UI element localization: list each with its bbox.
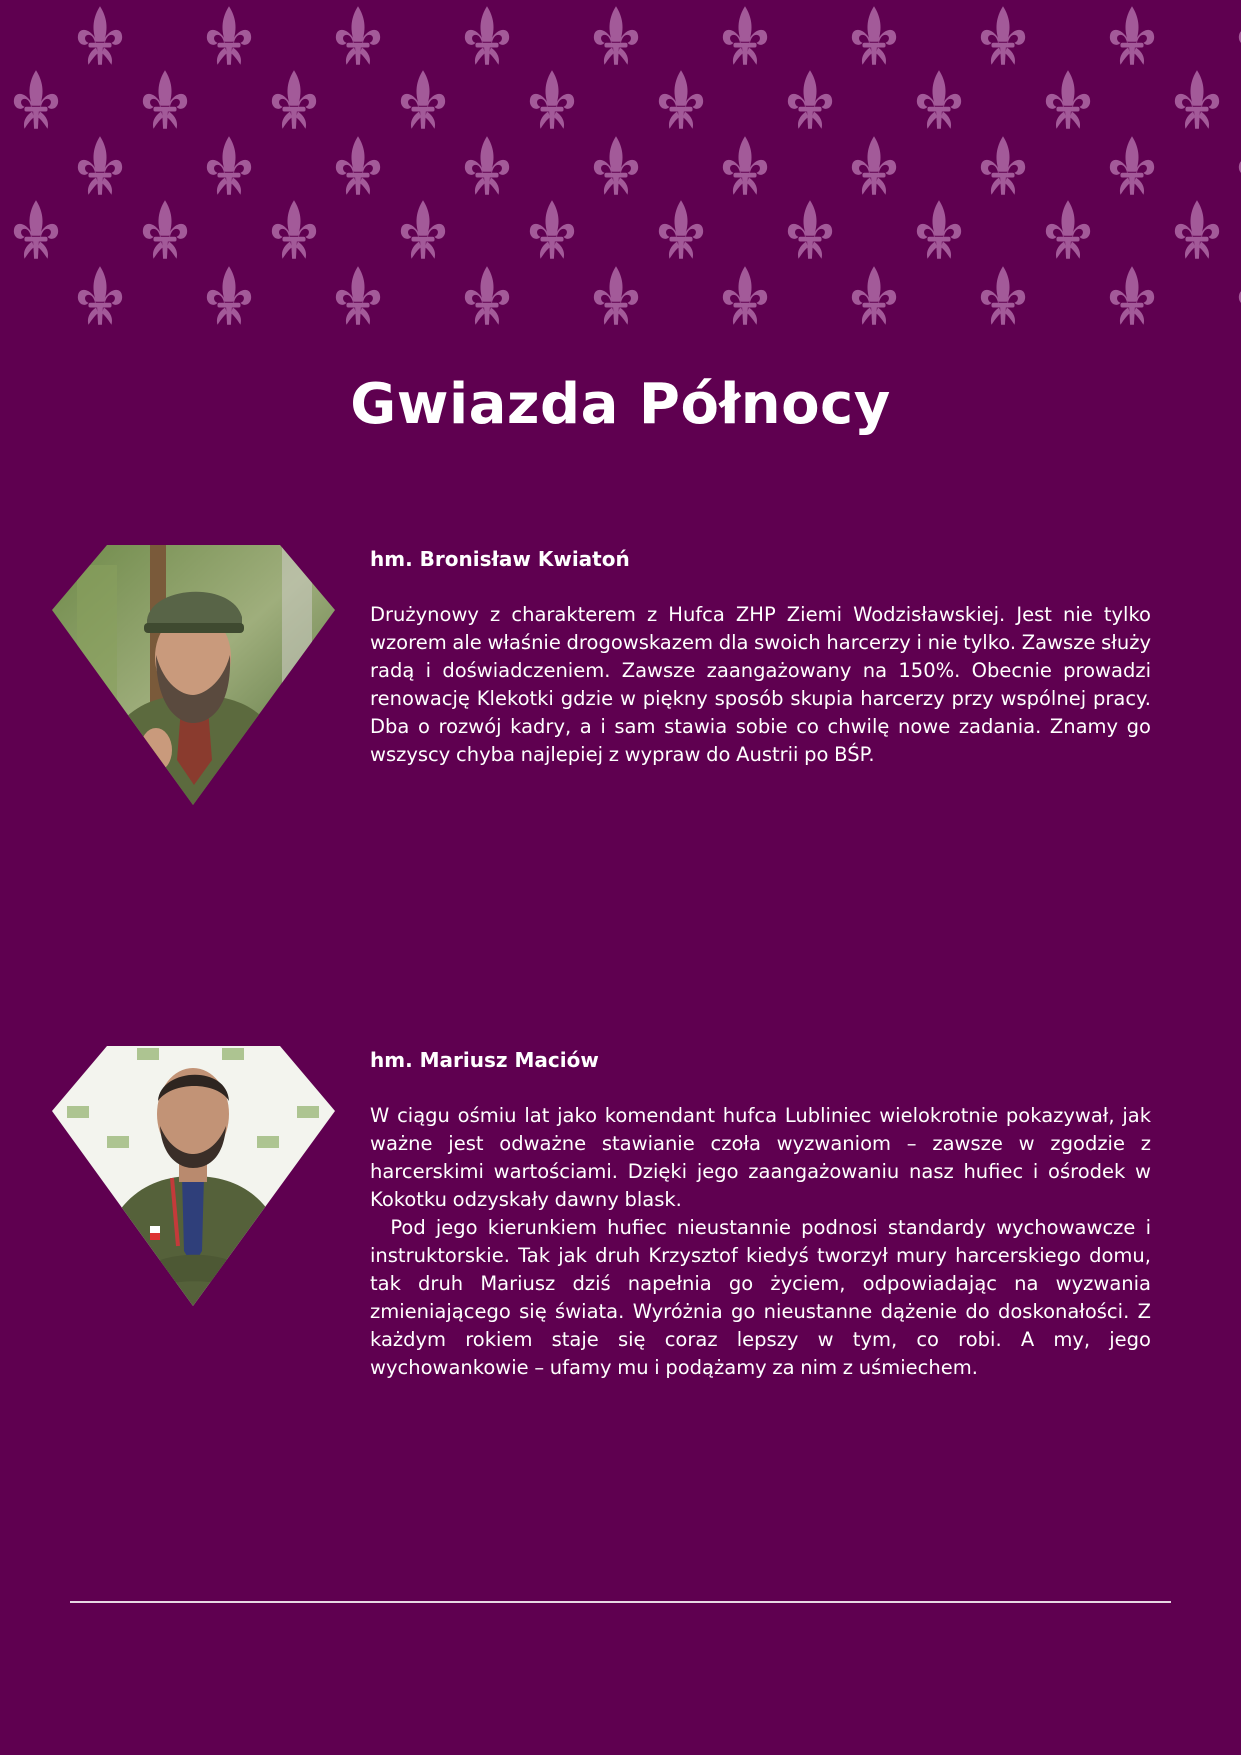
fleur-de-lis-icon: [143, 200, 187, 259]
fleur-de-lis-icon: [852, 136, 896, 195]
fleur-de-lis-icon: [594, 6, 638, 65]
fleur-de-lis-icon: [594, 136, 638, 195]
fleur-de-lis-icon: [401, 70, 445, 129]
bio-paragraph: Drużynowy z charakterem z Hufca ZHP Ziemi Wodzisławskiej. Jest nie tylko wzorem ale właśnie drogowskazem dla swoich harcerzy i nie tylko. Zawsze służy radą i doświadczeniem. Zawsze zaangażowany na 150%. Obecnie prowadzi renowację Klekotki gdzie w piękny sposób skupia harcerzy przy wspólnej pracy. Dba o rozwój kadry, a i sam stawia sobie co chwilę nowe zadania. Znamy go wszyscy chyba najlepiej z wypraw do Austrii po BŚP.: [370, 603, 1151, 766]
fleur-de-lis-icon: [1175, 70, 1219, 129]
person-name: hm. Bronisław Kwiatoń: [370, 547, 630, 571]
fleur-de-lis-icon: [336, 6, 380, 65]
fleur-de-lis-icon: [852, 6, 896, 65]
header-banner: [0, 0, 1241, 345]
fleur-de-lis-icon: [981, 136, 1025, 195]
fleur-de-lis-icon: [465, 136, 509, 195]
fleur-de-lis-icon: [723, 136, 767, 195]
fleur-de-lis-icon: [207, 136, 251, 195]
person-name: hm. Mariusz Maciów: [370, 1048, 599, 1072]
fleur-de-lis-icon: [336, 266, 380, 325]
fleur-de-lis-icon: [1110, 266, 1154, 325]
fleur-de-lis-icon: [917, 200, 961, 259]
profile-text: [370, 1046, 1157, 1382]
fleur-de-lis-icon: [78, 136, 122, 195]
profile-text: [370, 545, 1151, 769]
portrait-diamond: [52, 1046, 335, 1306]
fleur-de-lis-icon: [917, 70, 961, 129]
fleur-de-lis-icon: [465, 6, 509, 65]
fleur-de-lis-icon: [78, 266, 122, 325]
fleur-de-lis-icon: [143, 70, 187, 129]
fleur-de-lis-icon: [1175, 200, 1219, 259]
fleur-de-lis-icon: [78, 6, 122, 65]
fleur-de-lis-icon: [659, 70, 703, 129]
fleur-de-lis-icon: [207, 6, 251, 65]
fleur-de-lis-icon: [272, 70, 316, 129]
fleur-de-lis-pattern: [0, 0, 1241, 345]
fleur-de-lis-icon: [14, 200, 58, 259]
fleur-de-lis-icon: [788, 200, 832, 259]
portrait-photo: [52, 545, 335, 805]
fleur-de-lis-icon: [207, 266, 251, 325]
portrait-diamond: [52, 545, 335, 805]
fleur-de-lis-icon: [465, 266, 509, 325]
footer-divider: [70, 1601, 1171, 1603]
fleur-de-lis-icon: [723, 6, 767, 65]
fleur-de-lis-icon: [1046, 70, 1090, 129]
fleur-de-lis-icon: [788, 70, 832, 129]
fleur-de-lis-icon: [401, 200, 445, 259]
fleur-de-lis-icon: [14, 70, 58, 129]
bio-paragraph: W ciągu ośmiu lat jako komendant hufca Lubliniec wielokrotnie pokazywał, jak ważne jest odważne stawianie czoła wyzwaniom – zawsze w zgodzie z harcerskimi wartościami. Dzięki jego zaangażowaniu nasz hufiec i ośrodek w Kokotku odzyskały dawny blask.: [370, 1104, 1151, 1211]
fleur-de-lis-icon: [659, 200, 703, 259]
fleur-de-lis-icon: [594, 266, 638, 325]
fleur-de-lis-icon: [1110, 136, 1154, 195]
fleur-de-lis-icon: [336, 136, 380, 195]
fleur-de-lis-icon: [1110, 6, 1154, 65]
fleur-de-lis-icon: [530, 70, 574, 129]
fleur-de-lis-icon: [530, 200, 574, 259]
fleur-de-lis-icon: [272, 200, 316, 259]
fleur-de-lis-icon: [852, 266, 896, 325]
portrait-photo: [52, 1046, 335, 1306]
fleur-de-lis-icon: [723, 266, 767, 325]
fleur-de-lis-icon: [1046, 200, 1090, 259]
fleur-de-lis-icon: [981, 266, 1025, 325]
page-title: Gwiazda Północy: [350, 372, 891, 437]
fleur-de-lis-icon: [981, 6, 1025, 65]
bio-paragraph: Pod jego kierunkiem hufiec nieustannie podnosi standardy wychowawcze i instruktorskie. Tak jak druh Krzysztof kiedyś tworzył mury harcerskiego domu, tak druh Mariusz dziś napełnia go życiem, odpowiadając na wyzwania zmieniającego się świata. Wyróżnia go nieustanne dążenie do doskonałości. Z każdym rokiem staje się coraz lepszy w tym, co robi. A my, jego wychowankowie – ufamy mu i podążamy za nim z uśmiechem.: [370, 1216, 1157, 1379]
